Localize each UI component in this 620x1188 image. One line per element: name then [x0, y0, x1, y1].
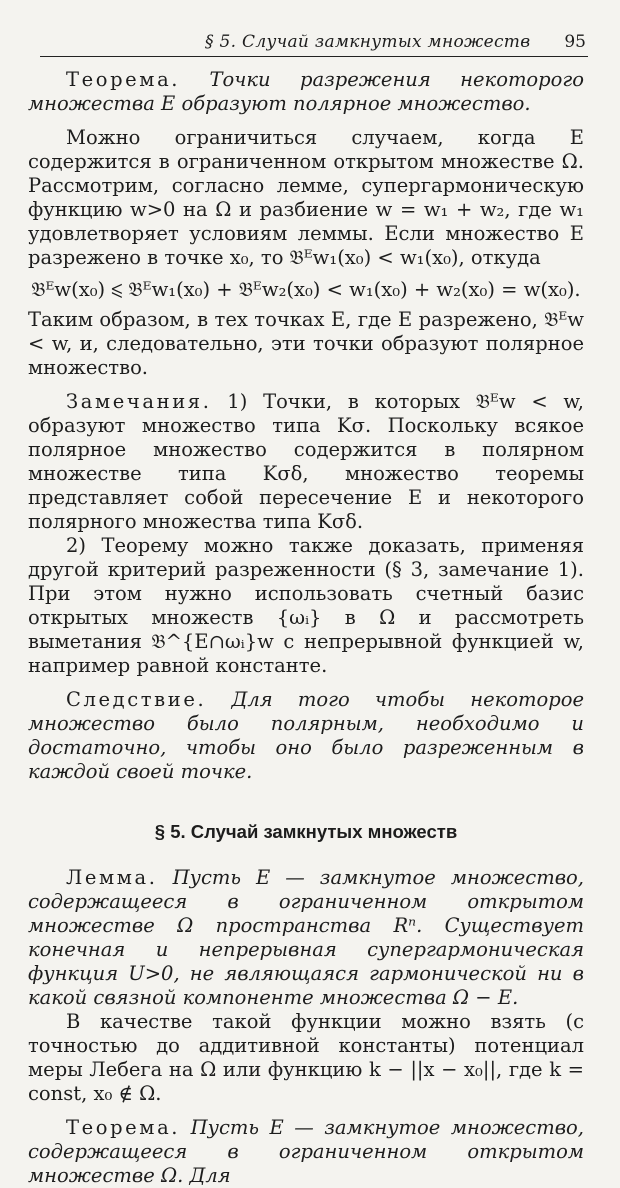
page-header	[40, 30, 588, 57]
remark-2: 2) Теорему можно также доказать, применяя другой критерий разреженности (§ 3, замечание 1). При этом нужно использовать счетный базис открытых множеств {ωᵢ} в Ω и рассмотреть выметания 𝔅^{E∩ωᵢ}w с непрерывной функцией w, например равной константе.	[28, 534, 584, 677]
page-number: 95	[564, 32, 586, 52]
remark-1: 1) Точки, в которых 𝔅ᴱw < w, образуют множество типа Kσ. Поскольку всякое полярное множество содержится в полярном множестве типа Kσδ, множество теоремы представляет собой пересечение E и некоторого полярного множества типа Kσδ.	[28, 390, 585, 533]
display-formula: 𝔅ᴱw(x₀) ⩽ 𝔅ᴱw₁(x₀) + 𝔅ᴱw₂(x₀) < w₁(x₀) + w₂(x₀) = w(x₀).	[31, 278, 581, 301]
corollary-label: Следствие.	[66, 688, 207, 711]
theorem-2	[28, 1116, 584, 1188]
theorem-1-statement: Точки разрежения некоторого множества E образуют полярное множество.	[28, 68, 584, 115]
proof-conclusion: Таким образом, в тех точках E, где E разрежено, 𝔅ᴱw < w, и, следовательно, эти точки образуют полярное множество.	[28, 308, 584, 379]
theorem-2-label: Теорема.	[66, 1116, 181, 1139]
remarks-paragraph	[28, 390, 584, 534]
lemma-statement: Пусть E — замкнутое множество, содержащееся в ограниченном открытом множестве Ω пространства Rⁿ. Существует конечная и непрерывная супергармоническая функция U>0, не являющаяся гармонической ни в какой связной компоненте множества Ω − E.	[28, 866, 584, 1009]
lemma	[28, 866, 584, 1010]
lemma-proof: В качестве такой функции можно взять (с точностью до аддитивной константы) потенциал меры Лебега на Ω или функцию k − ||x − x₀||, где k = const, x₀ ∉ Ω.	[28, 1010, 584, 1105]
page-body	[28, 68, 584, 1188]
corollary	[28, 688, 584, 784]
corollary-text: Для того чтобы некоторое множество было полярным, необходимо и достаточно, чтобы оно было разреженным в каждой своей точке.	[28, 688, 584, 783]
lemma-label: Лемма.	[66, 866, 158, 889]
theorem-1-label: Теорема.	[66, 68, 181, 91]
section-heading: § 5. Случай замкнутых множеств	[154, 821, 458, 842]
running-title: § 5. Случай замкнутых множеств	[205, 32, 531, 52]
proof-paragraph: Можно ограничиться случаем, когда E содержится в ограниченном открытом множестве Ω. Рассмотрим, согласно лемме, супергармоническую функцию w>0 на Ω и разбиение w = w₁ + w₂, где w₁ удовлетворяет условиям леммы. Если множество E разрежено в точке x₀, то 𝔅ᴱw₁(x₀) < w₁(x₀), откуда	[28, 126, 584, 269]
remarks-label: Замечания.	[66, 390, 212, 413]
theorem-1	[28, 68, 584, 116]
theorem-2-statement: Пусть E — замкнутое множество, содержащееся в ограниченном открытом множестве Ω. Для	[28, 1116, 584, 1187]
